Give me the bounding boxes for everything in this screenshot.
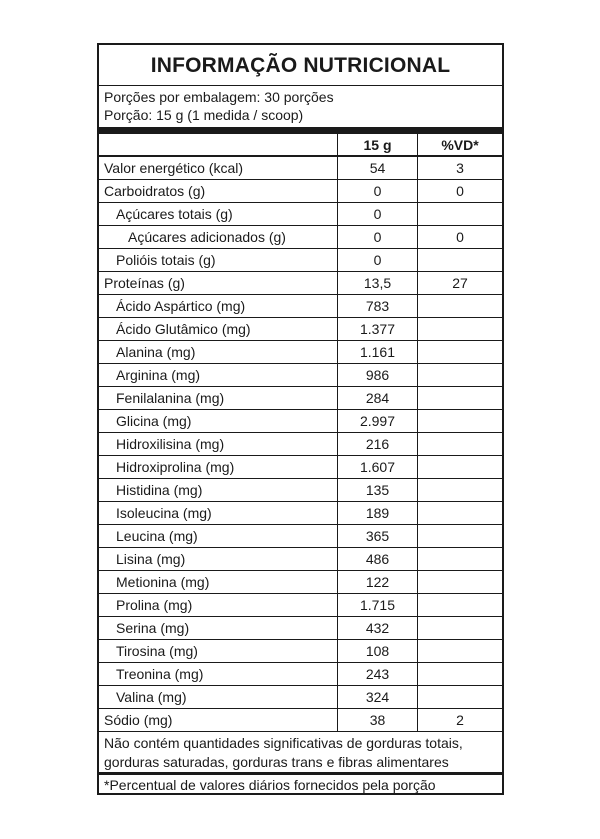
nutrient-value-cell: 1.607: [338, 456, 418, 479]
nutrient-dv-cell: 0: [418, 180, 503, 203]
nutrient-name-cell: Ácido Aspártico (mg): [99, 295, 338, 318]
serving-info: [99, 86, 502, 124]
nutrient-name-cell: Arginina (mg): [99, 364, 338, 387]
nutrient-value-cell: 284: [338, 387, 418, 410]
nutrient-name-cell: Proteínas (g): [99, 272, 338, 295]
nutrient-value-cell: 1.377: [338, 318, 418, 341]
nutrient-value-cell: 216: [338, 433, 418, 456]
table-row: [99, 525, 502, 548]
nutrient-name-cell: Valina (mg): [99, 686, 338, 709]
table-header-row: [99, 134, 502, 156]
table-row: [99, 341, 502, 364]
footnote-not-significant: Não contém quantidades significativas de gorduras totais, gorduras saturadas, gorduras trans e fibras alimentares: [99, 731, 502, 772]
nutrient-name-cell: Serina (mg): [99, 617, 338, 640]
nutrient-value-cell: 38: [338, 709, 418, 732]
nutrient-value-cell: 122: [338, 571, 418, 594]
nutrient-dv-cell: [418, 387, 503, 410]
nutrient-value-cell: 0: [338, 226, 418, 249]
nutrient-name-cell: Hidroxiprolina (mg): [99, 456, 338, 479]
table-row: [99, 663, 502, 686]
header-dv-cell: %VD*: [418, 134, 503, 156]
nutrient-value-cell: 783: [338, 295, 418, 318]
nutrient-dv-cell: [418, 295, 503, 318]
nutrient-dv-cell: [418, 318, 503, 341]
nutrient-value-cell: 1.161: [338, 341, 418, 364]
table-row: [99, 571, 502, 594]
nutrient-dv-cell: [418, 341, 503, 364]
nutrient-name-cell: Fenilalanina (mg): [99, 387, 338, 410]
label-title: INFORMAÇÃO NUTRICIONAL: [99, 45, 502, 86]
nutrient-value-cell: 0: [338, 203, 418, 226]
nutrient-name-cell: Lisina (mg): [99, 548, 338, 571]
nutrient-name-cell: Açúcares adicionados (g): [99, 226, 338, 249]
nutrient-value-cell: 324: [338, 686, 418, 709]
nutrient-dv-cell: [418, 571, 503, 594]
nutrient-value-cell: 54: [338, 156, 418, 180]
nutrient-dv-cell: 0: [418, 226, 503, 249]
nutrient-value-cell: 365: [338, 525, 418, 548]
nutrient-dv-cell: [418, 364, 503, 387]
table-row: [99, 479, 502, 502]
table-row: [99, 226, 502, 249]
nutrient-name-cell: Tirosina (mg): [99, 640, 338, 663]
nutrient-table: [99, 134, 502, 731]
nutrient-name-cell: Prolina (mg): [99, 594, 338, 617]
nutrient-name-cell: Carboidratos (g): [99, 180, 338, 203]
header-name-cell: [99, 134, 338, 156]
nutrient-value-cell: 0: [338, 180, 418, 203]
nutrient-dv-cell: [418, 410, 503, 433]
nutrient-dv-cell: [418, 456, 503, 479]
servings-per-package: Porções por embalagem: 30 porções: [104, 89, 334, 105]
nutrient-dv-cell: [418, 640, 503, 663]
table-row: [99, 456, 502, 479]
table-row: [99, 180, 502, 203]
nutrient-value-cell: 1.715: [338, 594, 418, 617]
nutrient-value-cell: 189: [338, 502, 418, 525]
table-row: [99, 548, 502, 571]
footnote-daily-value: *Percentual de valores diários fornecidos pela porção: [99, 772, 502, 795]
nutrient-name-cell: Treonina (mg): [99, 663, 338, 686]
nutrient-value-cell: 432: [338, 617, 418, 640]
table-row: [99, 433, 502, 456]
nutrient-name-cell: Hidroxilisina (mg): [99, 433, 338, 456]
nutrient-value-cell: 986: [338, 364, 418, 387]
nutrient-dv-cell: [418, 548, 503, 571]
nutrient-dv-cell: [418, 433, 503, 456]
nutrient-value-cell: 13,5: [338, 272, 418, 295]
table-row: [99, 364, 502, 387]
table-row: [99, 272, 502, 295]
serving-size: Porção: 15 g (1 medida / scoop): [104, 107, 304, 123]
nutrient-name-cell: Histidina (mg): [99, 479, 338, 502]
nutrient-dv-cell: [418, 617, 503, 640]
table-row: [99, 617, 502, 640]
nutrient-dv-cell: [418, 502, 503, 525]
nutrient-value-cell: 108: [338, 640, 418, 663]
nutrition-facts-label: [97, 43, 504, 795]
nutrient-name-cell: Leucina (mg): [99, 525, 338, 548]
table-row: [99, 709, 502, 732]
table-row: [99, 318, 502, 341]
nutrient-name-cell: Valor energético (kcal): [99, 156, 338, 180]
nutrient-value-cell: 2.997: [338, 410, 418, 433]
nutrient-value-cell: 243: [338, 663, 418, 686]
nutrient-dv-cell: [418, 525, 503, 548]
nutrient-name-cell: Polióis totais (g): [99, 249, 338, 272]
nutrient-name-cell: Açúcares totais (g): [99, 203, 338, 226]
nutrient-dv-cell: [418, 249, 503, 272]
nutrient-value-cell: 486: [338, 548, 418, 571]
table-row: [99, 640, 502, 663]
table-row: [99, 156, 502, 180]
nutrient-name-cell: Ácido Glutâmico (mg): [99, 318, 338, 341]
nutrient-name-cell: Glicina (mg): [99, 410, 338, 433]
nutrient-dv-cell: [418, 479, 503, 502]
table-row: [99, 410, 502, 433]
table-row: [99, 203, 502, 226]
nutrient-value-cell: 0: [338, 249, 418, 272]
nutrient-name-cell: Metionina (mg): [99, 571, 338, 594]
nutrient-dv-cell: [418, 203, 503, 226]
nutrient-dv-cell: [418, 686, 503, 709]
nutrient-name-cell: Isoleucina (mg): [99, 502, 338, 525]
nutrient-dv-cell: 2: [418, 709, 503, 732]
table-row: [99, 249, 502, 272]
nutrient-name-cell: Sódio (mg): [104, 712, 173, 728]
table-row: [99, 295, 502, 318]
nutrient-dv-cell: [418, 663, 503, 686]
table-row: [99, 686, 502, 709]
nutrient-dv-cell: 3: [418, 156, 503, 180]
nutrient-dv-cell: 27: [418, 272, 503, 295]
nutrient-value-cell: 135: [338, 479, 418, 502]
table-row: [99, 594, 502, 617]
table-row: [99, 387, 502, 410]
table-row: [99, 502, 502, 525]
nutrient-name-cell: Alanina (mg): [99, 341, 338, 364]
header-serving-cell: 15 g: [338, 134, 418, 156]
nutrient-dv-cell: [418, 594, 503, 617]
thick-divider: [99, 127, 502, 134]
